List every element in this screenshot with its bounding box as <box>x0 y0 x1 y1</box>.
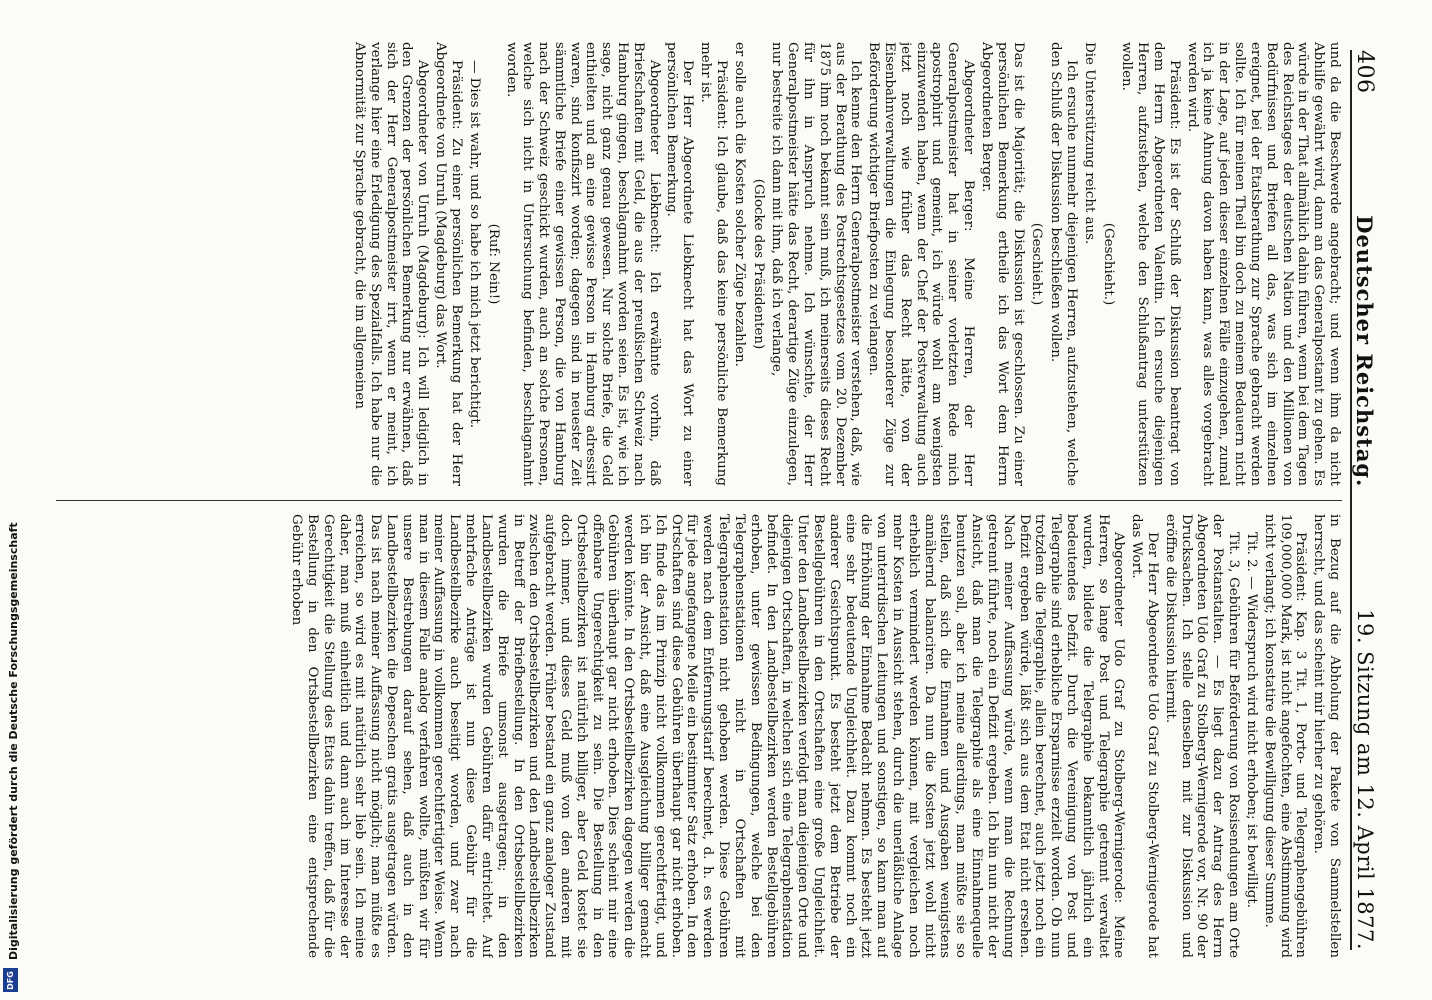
stage-direction: (Glocke des Präsidenten) <box>750 178 766 350</box>
paragraph: er solle auch die Kosten solcher Züge bezahlen. <box>731 42 747 367</box>
session-date: 19. Sitzung am 12. April 1877. <box>1353 609 1377 950</box>
left-column <box>60 42 1342 486</box>
paragraph: Präsident: Zu einer persönlichen Bemerkung hat der Herr Abgeordnete von Unruh (Magdeburg) das Wort. <box>433 42 464 486</box>
paragraph: Tit. 3, Gebühren für Beförderung von Rosisendungen am Orte der Postanstalten. — Es liegt dazu der Antrag des Herrn Abgeordneten Udo Graf zu Stolberg-Wernigerode vor, Nr. 90 der Drucksachen. Ich stelle denselben mit zur Diskussion und eröffne die Diskussion hiermit. <box>1162 514 1242 958</box>
page-number: 406 <box>1352 50 1378 94</box>
paragraph: Der Herr Abgeordnete Udo Graf zu Stolberg-Wernigerode hat das Wort. <box>1129 514 1161 958</box>
paragraph: Das ist die Majorität; die Diskussion ist geschlossen. Zu einer persönlichen Bemerkung ertheile ich das Wort dem Herrn Abgeordneten Berger. <box>978 42 1026 486</box>
paragraph: Abgeordneter Liebknecht: Ich erwähnte vorhin, daß Briefschaften mit Geld, die aus der preußischen Schweiz nach Hamburg gingen, beschlagnahmt worden seien. Es ist, wie ich sage, nicht ganz genau gewesen. Nur solche Briefe, die Geld enthielten und an eine gewisse Person in Hamburg adressirt waren, sind konfiszirt worden; dagegen sind in neuester Zeit sämmtliche Briefe einer gewissen Person, die von Hamburg nach der Schweiz geschickt wurden, auch an solche Personen, welche sich nicht in Untersuchung befinden, beschlagnahmt worden. <box>504 42 662 486</box>
column-divider <box>56 500 1342 501</box>
stage-direction: (Geschieht.) <box>1029 222 1045 306</box>
dfg-logo-text: DFG <box>6 970 16 990</box>
paragraph: Abgeordneter Berger: Meine Herren, der Herr Generalpostmeister hat in seiner vorletzten Rede mich apostrophirt und gemeint, ich würde wohl am wenigsten einzuwenden haben, wenn der Chef der Postverwaltung auch jetzt noch wie früher das Recht hätte, von der Eisenbahnverwaltungen die Einlegung besonderer Züge zur Beförderung wichtiger Briefposten zu verlangen. <box>866 42 977 486</box>
publication-title: Deutscher Reichstag. <box>1352 215 1378 488</box>
paragraph: Präsident: Ich glaube, daß das keine persönliche Bemerkung mehr ist. <box>698 42 729 486</box>
paragraph: und da die Beschwerde angebracht; und wenn ihm da nicht Abhilfe gewährt wird, dann an das Generalpostamt zu gehen. Es würde in der That allmählich dahin führen, wenn bei dem Tagen des Reichstages der deutschen Nation und den Millionen von Bedürfnissen und Briefen all das, was sich im einzelnen ereignet, bei der Etatsberathung zur Sprache gebracht werden sollte. Ich für meinen Theil bin doch zu meinem Bedauern nicht in der Lage, auf jeden dieser einzelnen Fälle einzugehen, zumal ich ja keine Ahnung davon haben kann, was alles vorgebracht werden wird. <box>1184 42 1342 486</box>
paragraph: in Bezug auf die Abholung der Pakete von Sammelstellen herrscht, und das scheint mir hierher zu gehören. <box>1311 514 1342 958</box>
rotated-sheet <box>46 20 1386 980</box>
paragraph: Der Herr Abgeordnete Liebknecht hat das Wort zu einer persönlichen Bemerkung. <box>664 42 696 486</box>
paragraph: Ich ersuche nunmehr diejenigen Herren, aufzustehen, welche den Schluß der Diskussion beschließen wollen. <box>1048 42 1079 486</box>
paragraph: Präsident: Kap. 3 Tit. 1, Porto- und Telegraphengebühren 109,000,000 Mark, ist nicht angefochten, eine Abstimmung wird nicht verlangt; ich konstatire die Bewilligung dieser Summe. <box>1261 514 1309 958</box>
paragraph: Die Unterstützung reicht aus. <box>1081 42 1097 245</box>
paragraph: Tit. 2. — Widerspruch wird nicht erhoben; ist bewilligt. <box>1243 532 1259 908</box>
page-header <box>1350 50 1378 950</box>
paragraph: Abgeordneter von Unruh (Magdeburg): Ich will lediglich in den Grenzen der persönlichen Bemerkung nur erwähnen, daß sich der Herr Generalpostmeister irrt, wenn er meint, ich verlange hier eine Erledigung des Spezialfalls. Ich habe nur die Abnormität zur Sprache gebracht, die im allgemeinen <box>352 42 431 486</box>
dfg-logo <box>3 968 18 992</box>
paragraph: Abgeordneter Udo Graf zu Stolberg-Wernigerode: Meine Herren, so lange Post und Telegraphie getrennt verwaltet wurden, bildete die Telegraphie bekanntlich jährlich ein bedeutendes Defizit. Durch die Vereinigung von Post und Telegraphie sind erhebliche Ersparnisse erzielt worden. Ob nun trotzdem die Telegraphie, allein berechnet, auch jetzt noch ein Defizit ergeben würde, läßt sich aus dem Etat nicht ersehen. Nach meiner Auffassung würde, wenn man die Rechnung getrennt führte, noch ein Defizit ergeben. Ich bin nun nicht der Ansicht, daß man die Telegraphie als eine Einnahmequelle benutzen soll, aber ich meine allerdings, man müßte sie so stellen, daß sich die Einnahmen und Ausgaben wenigstens annähernd balanciren. Da nun die Kosten jetzt wohl nicht erheblich vermindert werden können, mit vergleichen noch mehr Kosten in Aussicht stehen, durch die unerläßliche Anlage von unterirdischen Leitungen und sonstigen, so kann man auf die Erhöhung der Einnahme Bedacht nehmen. Es besteht jetzt eine sehr bedeutende Ungleichheit. Dazu kommt noch ein anderer Gesichtspunkt. Es besteht jetzt dem Betriebe der Bestellgebühren in den Ortschaften eine große Ungleichheit. Unter den Landbestellbezirken verfolgt man diejenigen Orte und diejenigen Ortschaften, in welchen sich eine Telegraphenstation befindet. In den Landbestellbezirken werden Bestellgebühren erhoben, unter gewissen Bedingungen, welche bei den Telegraphenstationen nicht in Ortschaften mit Telegraphenstation nicht gehoben werden. Diese Gebühren werden nach dem Entfernungstarif berechnet, d. h. es werden für jede angefangene Meile ein bestimmter Satz erhoben. In den Ortschaften sind diese Gebühren überhaupt gar nicht erhoben. Ich finde das im Prinzip nicht vollkommen gerechtfertigt, und ich bin der Ansicht, daß eine Ausgleichung billiger gemacht werden könnte. In den Ortsbestellbezirken dagegen werden die Gebühren überhaupt gar nicht erhoben. Dies scheint mir eine offenbare Ungerechtigkeit zu sein. Die Bestellung in den Ortsbestellbezirken ist natürlich billiger, aber Geld kostet sie doch immer, und dieses Geld muß von den anderen mit aufgebracht werden. Früher bestand ein ganz analoger Zustand zwischen den Ortsbestellbezirken und den Landbestellbezirken in Betreff der Briefbestellung. In den Ortsbestellbezirken wurden die Briefe umsonst ausgetragen; in den Landbestellbezirken wurden Gebühren dafür entrichtet. Auf mehrfache Anträge ist nun diese Gebühr für die Landbestellbezirke auch beseitigt worden, und zwar nach meiner Auffassung in vollkommen gerechtfertigter Weise. Wenn man in diesem Falle analog verfahren wollte, müßten wir für unsere Bestrebungen darauf sehen, daß auch in den Landbestellbezirken die Depeschen gratis ausgetragen würden. Das ist nach meiner Auffassung nicht möglich; man müßte es erreichen, so wird es mit natürlich sehr lieb sein. Ich meine daher, man muß einheitlich und dann auch im Interesse der Gerechtigkeit die Stellung des Etats dahin treffen, daß für die Bestellung in den Ortsbestellbezirken eine entsprechende Gebühr erhoben <box>289 514 1127 958</box>
right-column <box>60 514 1342 958</box>
digitization-footer <box>4 522 20 990</box>
digitization-note: Digitalisierung gefördert durch die Deutsche Forschungsgemeinschaft <box>7 522 20 960</box>
paragraph: — Dies ist wahr, und so habe ich mich jetzt berichtigt. <box>466 60 482 428</box>
paragraph: Präsident: Es ist der Schluß der Diskussion beantragt von dem Herrn Abgeordneten Valentin. Ich ersuche diejenigen Herren, aufzustehen, welche den Schlußantrag unterstützen wollen. <box>1119 42 1182 486</box>
paragraph: Ich kenne den Herrn Generalpostmeister verstehen, daß, wie aus der Berathung des Postrechtsgesetzes vom 20. Dezember 1875 ihm noch bekannt sein muß, ich meinerseits dieses Recht für ihn in Anspruch nehme. Ich wünschte, der Herr Generalpostmeister hätte das Recht, derartige Züge einzulegen, nur bestreite ich dann mit ihm, daß ich verlange, <box>769 42 864 486</box>
stage-direction: (Geschieht.) <box>1100 222 1116 306</box>
stage-direction: (Ruf: Nein!) <box>485 223 501 305</box>
